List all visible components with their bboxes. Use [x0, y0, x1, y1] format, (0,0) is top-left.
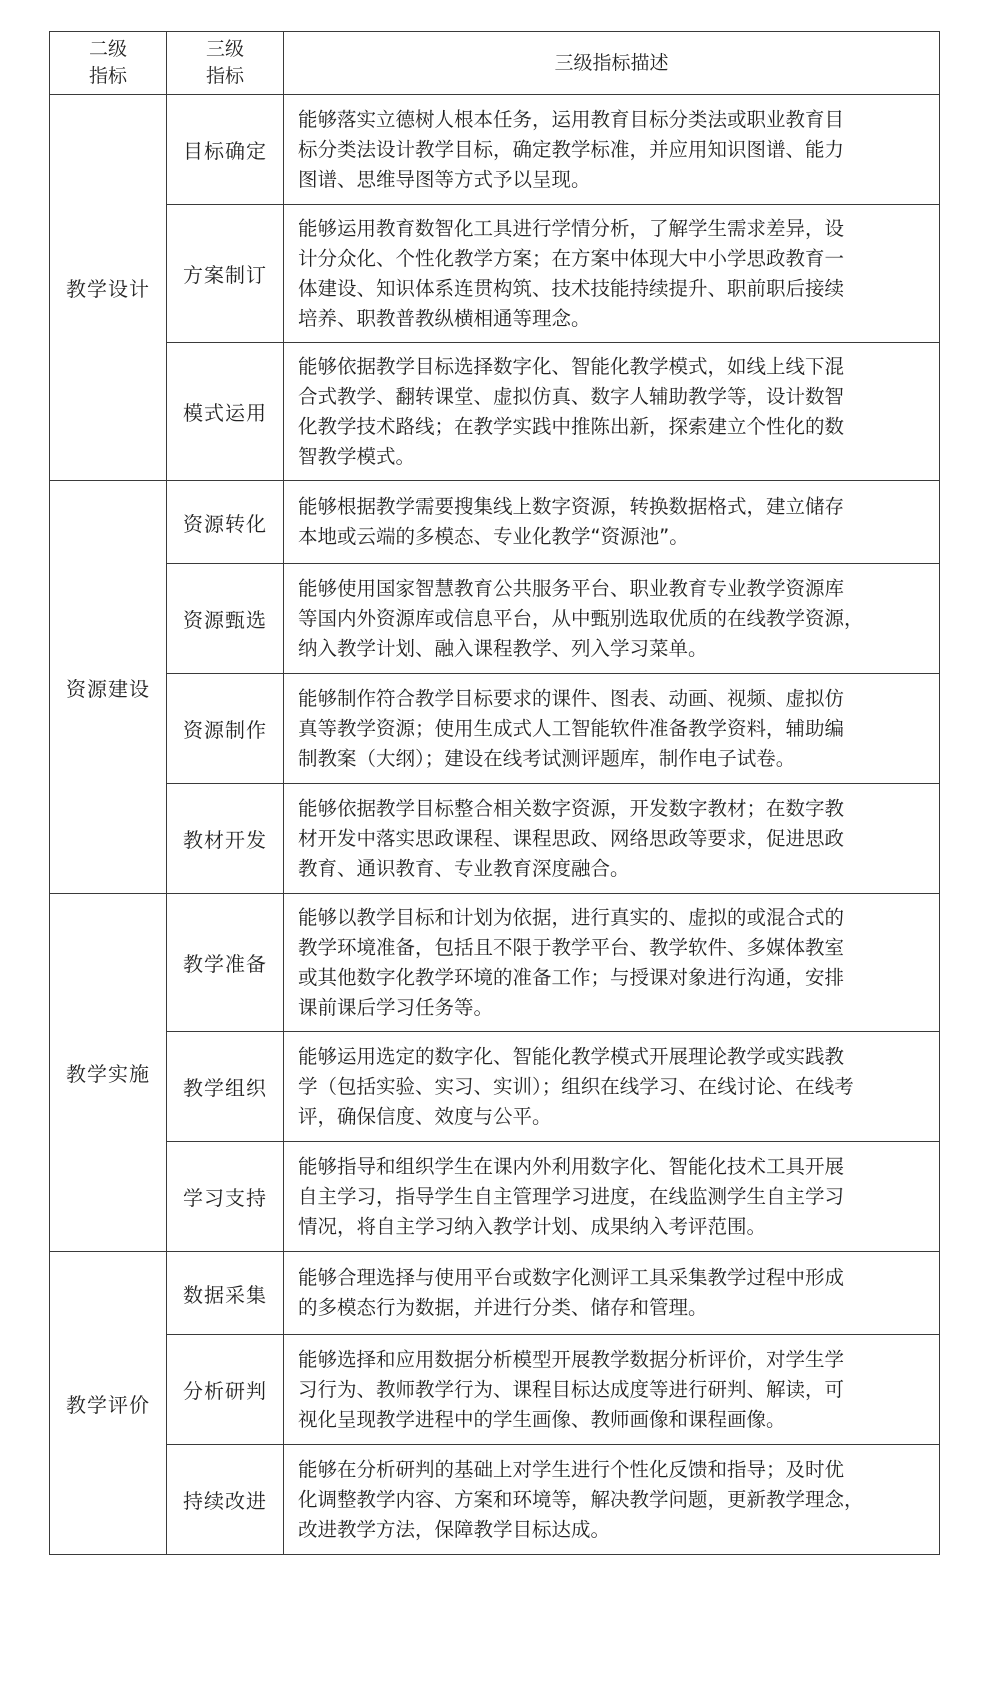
table-body [50, 95, 940, 1555]
level2-indicator: 教学设计 [50, 95, 167, 481]
level3-description [284, 205, 940, 343]
description-line: 能够使用国家智慧教育公共服务平台、职业教育专业教学资源库 [298, 576, 845, 600]
table-row [50, 784, 940, 894]
table-row [50, 1252, 940, 1335]
level3-indicator: 资源转化 [167, 481, 284, 564]
level3-description [284, 1335, 940, 1445]
level2-indicator: 教学评价 [50, 1252, 167, 1555]
description-line: 材开发中落实思政课程、课程思政、网络思政等要求，促进思政 [298, 826, 845, 850]
description-line: 能够选择和应用数据分析模型开展教学数据分析评价，对学生学 [298, 1347, 845, 1371]
description-line: 能够制作符合教学目标要求的课件、图表、动画、视频、虚拟仿 [298, 686, 845, 710]
level3-indicator: 方案制订 [167, 205, 284, 343]
level3-description [284, 1252, 940, 1335]
level2-indicator: 资源建设 [50, 481, 167, 894]
description-line: 培养、职教普教纵横相通等理念。 [298, 306, 591, 330]
header-row [50, 32, 940, 95]
level3-indicator: 资源甄选 [167, 564, 284, 674]
description-line: 或其他数字化教学环境的准备工作；与授课对象进行沟通，安排 [298, 965, 845, 989]
table-row [50, 564, 940, 674]
description-line: 体建设、知识体系连贯构筑、技术技能持续提升、职前职后接续 [298, 276, 845, 300]
header-description: 三级指标描述 [284, 32, 940, 95]
table-row [50, 674, 940, 784]
description-line: 本地或云端的多模态、专业化教学“资源池”。 [298, 525, 689, 548]
description-line: 能够合理选择与使用平台或数字化测评工具采集教学过程中形成 [298, 1266, 845, 1289]
table-row [50, 205, 940, 343]
table-row [50, 481, 940, 564]
level2-indicator: 教学实施 [50, 894, 167, 1252]
description-line: 评，确保信度、效度与公平。 [298, 1104, 552, 1128]
header-level2-line: 二级 [88, 38, 127, 60]
description-line: 标分类法设计教学目标，确定教学标准，并应用知识图谱、能力 [298, 137, 845, 161]
description-line: 能够依据教学目标选择数字化、智能化教学模式，如线上线下混 [298, 354, 845, 378]
description-line: 图谱、思维导图等方式予以呈现。 [298, 167, 591, 191]
table-row [50, 1032, 940, 1142]
description-line: 教学环境准备，包括且不限于教学平台、教学软件、多媒体教室 [298, 935, 845, 959]
level3-indicator: 数据采集 [167, 1252, 284, 1335]
description-line: 合式教学、翻转课堂、虚拟仿真、数字人辅助教学等，设计数智 [298, 384, 845, 408]
level3-indicator: 持续改进 [167, 1445, 284, 1555]
level3-description [284, 1445, 940, 1555]
level3-description [284, 481, 940, 564]
description-line: 课前课后学习任务等。 [298, 995, 494, 1019]
description-line: 纳入教学计划、融入课程教学、列入学习菜单。 [298, 636, 708, 660]
level3-description [284, 95, 940, 205]
description-line: 能够以教学目标和计划为依据，进行真实的、虚拟的或混合式的 [298, 905, 845, 929]
description-line: 能够依据教学目标整合相关数字资源，开发数字教材；在数字教 [298, 796, 845, 820]
description-line: 能够指导和组织学生在课内外利用数字化、智能化技术工具开展 [298, 1154, 845, 1178]
description-line: 的多模态行为数据，并进行分类、储存和管理。 [298, 1296, 708, 1319]
header-level3-line: 指标 [205, 65, 244, 87]
description-line: 能够运用教育数智化工具进行学情分析，了解学生需求差异，设 [298, 216, 845, 240]
level3-description [284, 1142, 940, 1252]
description-line: 教育、通识教育、专业教育深度融合。 [298, 856, 630, 880]
level3-description [284, 674, 940, 784]
header-level2 [50, 32, 167, 95]
table-row [50, 894, 940, 1032]
level3-description [284, 343, 940, 481]
level3-indicator: 资源制作 [167, 674, 284, 784]
table-row [50, 1335, 940, 1445]
level3-description [284, 1032, 940, 1142]
description-line: 能够根据教学需要搜集线上数字资源，转换数据格式，建立储存 [298, 495, 845, 518]
table-row [50, 1142, 940, 1252]
header-level3 [167, 32, 284, 95]
description-line: 学（包括实验、实习、实训）；组织在线学习、在线讨论、在线考 [298, 1074, 854, 1098]
description-line: 能够运用选定的数字化、智能化教学模式开展理论教学或实践教 [298, 1044, 845, 1068]
description-line: 智教学模式。 [298, 444, 416, 468]
description-line: 制教案（大纲）；建设在线考试测评题库，制作电子试卷。 [298, 746, 796, 770]
header-level3-line: 三级 [205, 38, 244, 60]
description-line: 能够在分析研判的基础上对学生进行个性化反馈和指导；及时优 [298, 1457, 845, 1481]
level3-indicator: 教材开发 [167, 784, 284, 894]
header-level2-line: 指标 [88, 65, 127, 87]
description-line: 真等教学资源；使用生成式人工智能软件准备教学资料，辅助编 [298, 716, 845, 740]
description-line: 化调整教学内容、方案和环境等，解决教学问题，更新教学理念， [298, 1487, 864, 1511]
level3-description [284, 894, 940, 1032]
level3-description [284, 564, 940, 674]
description-line: 习行为、教师教学行为、课程目标达成度等进行研判、解读，可 [298, 1377, 845, 1401]
table-row [50, 95, 940, 205]
description-line: 等国内外资源库或信息平台，从中甄别选取优质的在线教学资源， [298, 606, 864, 630]
table-row [50, 1445, 940, 1555]
level3-indicator: 分析研判 [167, 1335, 284, 1445]
description-line: 能够落实立德树人根本任务，运用教育目标分类法或职业教育目 [298, 107, 845, 131]
level3-description [284, 784, 940, 894]
description-line: 改进教学方法，保障教学目标达成。 [298, 1517, 611, 1541]
description-line: 计分众化、个性化教学方案；在方案中体现大中小学思政教育一 [298, 246, 845, 270]
level3-indicator: 教学准备 [167, 894, 284, 1032]
level3-indicator: 模式运用 [167, 343, 284, 481]
description-line: 自主学习，指导学生自主管理学习进度，在线监测学生自主学习 [298, 1184, 845, 1208]
indicator-table [49, 31, 940, 1555]
description-line: 情况，将自主学习纳入教学计划、成果纳入考评范围。 [298, 1214, 767, 1238]
description-line: 化教学技术路线；在教学实践中推陈出新，探索建立个性化的数 [298, 414, 845, 438]
description-line: 视化呈现教学进程中的学生画像、教师画像和课程画像。 [298, 1407, 786, 1431]
table-row [50, 343, 940, 481]
level3-indicator: 教学组织 [167, 1032, 284, 1142]
level3-indicator: 目标确定 [167, 95, 284, 205]
level3-indicator: 学习支持 [167, 1142, 284, 1252]
